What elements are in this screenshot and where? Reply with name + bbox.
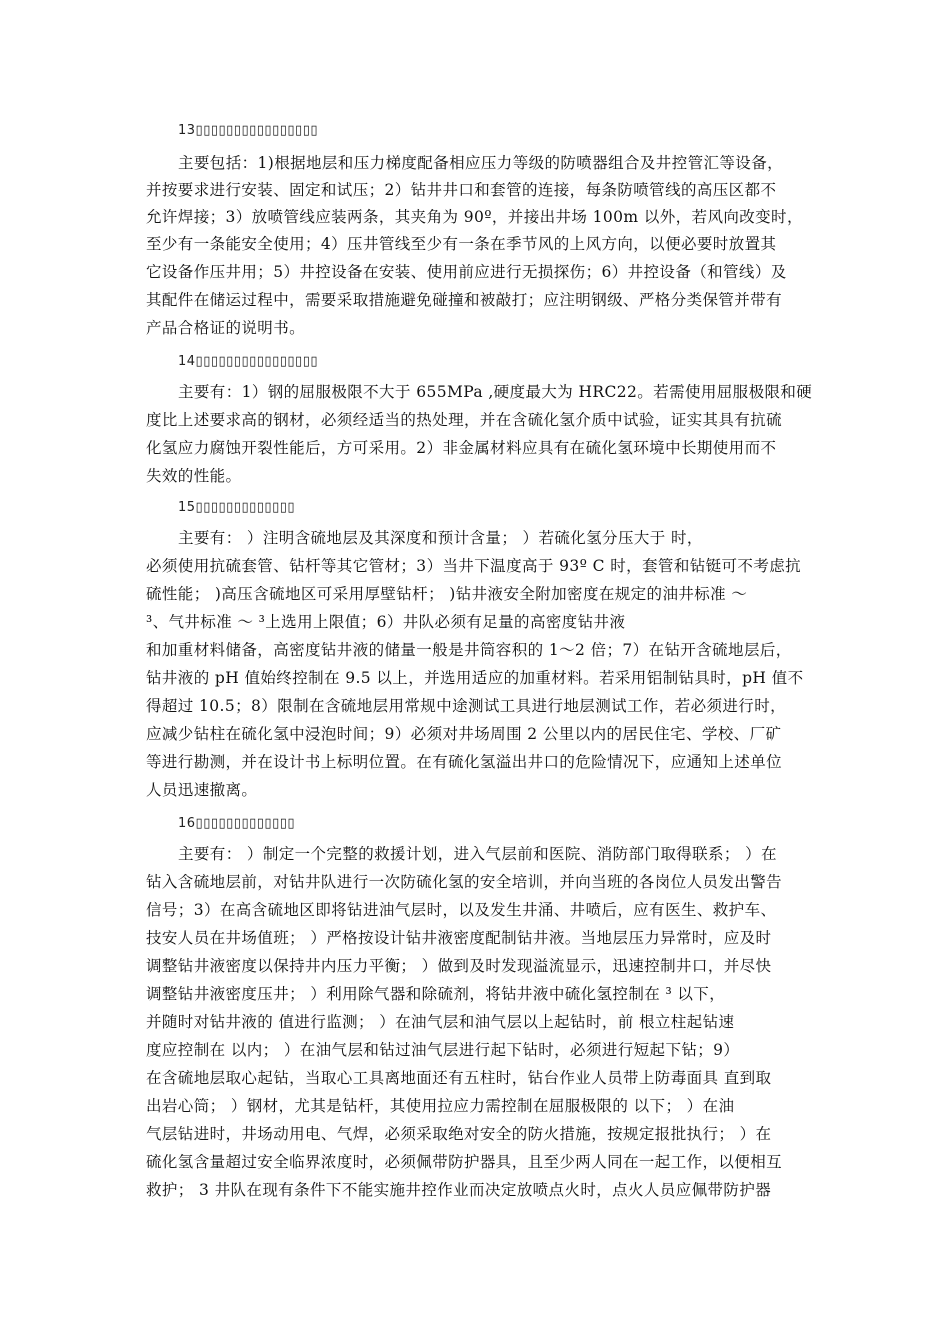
paragraph-line: 钻井液的 pH 值始终控制在 9.5 以上，并选用适应的加重材料。若采用铝制钻具时，pH 值不 xyxy=(146,669,804,687)
paragraph-line: 调整钻井液密度压井； ）利用除气器和除硫剂，将钻井液中硫化氢控制在 ³ 以下， xyxy=(146,985,726,1003)
section-heading-13: 13▯▯▯▯▯▯▯▯▯▯▯▯▯▯▯▯ xyxy=(178,123,319,138)
paragraph-line: 产品合格证的说明书。 xyxy=(146,319,306,337)
paragraph-line: 在含硫地层取心起钻，当取心工具离地面还有五柱时，钻台作业人员带上防毒面具 直到取 xyxy=(146,1069,772,1087)
section-heading-14: 14▯▯▯▯▯▯▯▯▯▯▯▯▯▯▯▯ xyxy=(178,354,319,369)
paragraph-line: 硫化氢含量超过安全临界浓度时，必须佩带防护器具，且至少两人同在一起工作，以便相互 xyxy=(146,1153,783,1171)
paragraph-line: 并随时对钻井液的 值进行监测； ）在油气层和油气层以上起钻时，前 根立柱起钻速 xyxy=(146,1013,735,1031)
paragraph-line: ³、气井标准 ～ ³上选用上限值；6）井队必须有足量的高密度钻井液 xyxy=(146,613,626,631)
paragraph-line: 主要有： ）制定一个完整的救援计划，进入气层前和医院、消防部门取得联系； ）在 xyxy=(178,845,777,863)
paragraph-line: 主要有： ）注明含硫地层及其深度和预计含量； ）若硫化氢分压大于 时， xyxy=(178,529,703,547)
paragraph-line: 度应控制在 以内； ）在油气层和钻过油气层进行起下钻时，必须进行短起下钻；9） xyxy=(146,1041,740,1059)
paragraph-line: 至少有一条能安全使用；4）压井管线至少有一条在季节风的上风方向，以便必要时放置其 xyxy=(146,235,777,253)
paragraph-line: 必须使用抗硫套管、钻杆等其它管材；3）当井下温度高于 93º C 时，套管和钻铤可不考虑抗 xyxy=(146,557,802,575)
paragraph-line: 允许焊接；3）放喷管线应装两条，其夹角为 90º，并接出井场 100m 以外，若风向改变时， xyxy=(146,208,803,226)
paragraph-line: 主要包括：1)根据地层和压力梯度配备相应压力等级的防喷器组合及井控管汇等设备， xyxy=(178,154,784,172)
paragraph-line: 主要有：1）钢的屈服极限不大于 655MPa ,硬度最大为 HRC22。若需使用屈服极限和硬 xyxy=(178,383,813,401)
paragraph-line: 调整钻井液密度以保持井内压力平衡； ）做到及时发现溢流显示，迅速控制井口，并尽快 xyxy=(146,957,772,975)
paragraph-line: 应减少钻柱在硫化氢中浸泡时间；9）必须对井场周围 2 公里以内的居民住宅、学校、厂矿 xyxy=(146,725,782,743)
paragraph-line: 技安人员在井场值班； ）严格按设计钻井液密度配制钻井液。当地层压力异常时，应及时 xyxy=(146,929,772,947)
paragraph-line: 和加重材料储备，高密度钻井液的储量一般是井筒容积的 1～2 倍；7）在钻开含硫地层后， xyxy=(146,641,792,659)
paragraph-line: 出岩心筒； ）钢材，尤其是钻杆，其使用拉应力需控制在屈服极限的 以下； ）在油 xyxy=(146,1097,735,1115)
paragraph-line: 钻入含硫地层前，对钻井队进行一次防硫化氢的安全培训，并向当班的各岗位人员发出警告 xyxy=(146,873,783,891)
section-heading-15: 15▯▯▯▯▯▯▯▯▯▯▯▯▯ xyxy=(178,500,296,515)
section-heading-16: 16▯▯▯▯▯▯▯▯▯▯▯▯▯ xyxy=(178,816,296,831)
paragraph-line: 化氢应力腐蚀开裂性能后，方可采用。2）非金属材料应具有在硫化氢环境中长期使用而不 xyxy=(146,439,777,457)
paragraph-line: 得超过 10.5；8）限制在含硫地层用常规中途测试工具进行地层测试工作，若必须进行时， xyxy=(146,697,787,715)
paragraph-line: 度比上述要求高的钢材，必须经适当的热处理，并在含硫化氢介质中试验，证实其具有抗硫 xyxy=(146,411,783,429)
paragraph-line: 失效的性能。 xyxy=(146,467,242,485)
paragraph-line: 其配件在储运过程中，需要采取措施避免碰撞和被敲打；应注明钢级、严格分类保管并带有 xyxy=(146,291,783,309)
paragraph-line: 它设备作压井用；5）井控设备在安装、使用前应进行无损探伤；6）井控设备（和管线）及 xyxy=(146,263,787,281)
paragraph-line: 救护； 3 井队在现有条件下不能实施井控作业而决定放喷点火时，点火人员应佩带防护器 xyxy=(146,1181,772,1199)
paragraph-line: 并按要求进行安装、固定和试压；2）钻井井口和套管的连接，每条防喷管线的高压区都不 xyxy=(146,181,777,199)
paragraph-line: 硫性能； )高压含硫地区可采用厚壁钻杆； )钻井液安全附加密度在规定的油井标准 ～ xyxy=(146,585,748,603)
paragraph-line: 信号；3）在高含硫地区即将钻进油气层时，以及发生井涌、井喷后，应有医生、救护车、 xyxy=(146,901,777,919)
paragraph-line: 等进行勘测，并在设计书上标明位置。在有硫化氢溢出井口的危险情况下，应通知上述单位 xyxy=(146,753,783,771)
paragraph-line: 气层钻进时，井场动用电、气焊，必须采取绝对安全的防火措施，按规定报批执行； ）在 xyxy=(146,1125,772,1143)
paragraph-line: 人员迅速撤离。 xyxy=(146,781,258,799)
